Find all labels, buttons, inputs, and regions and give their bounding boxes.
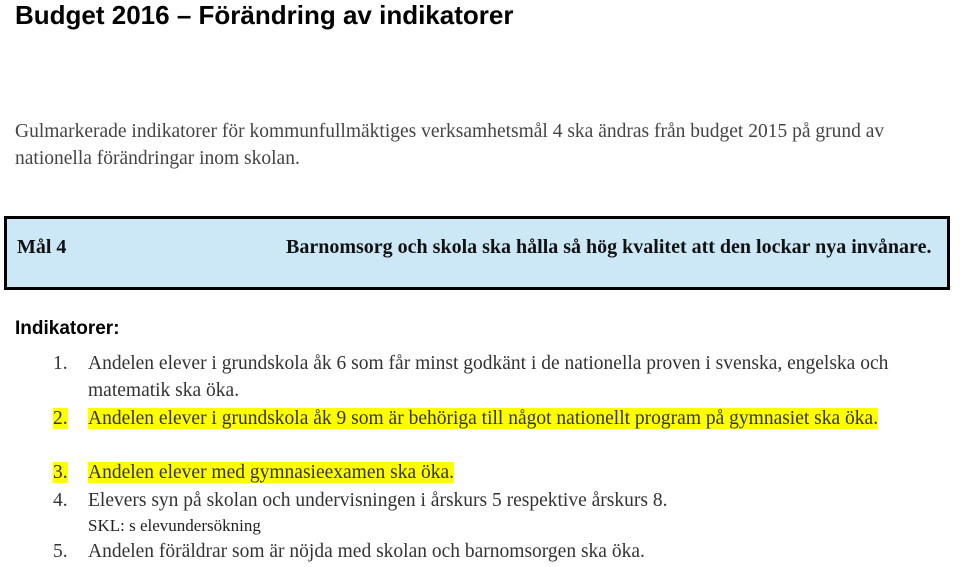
- indicator-number: 3.: [53, 462, 68, 483]
- indicator-text: Andelen elever med gymnasieexamen ska öka.: [88, 462, 455, 483]
- page-title: Budget 2016 – Förändring av indikatorer: [15, 0, 514, 30]
- goal-text: Barnomsorg och skola ska hålla så hög kvalitet att den lockar nya invånare.: [286, 236, 932, 258]
- indicator-number: 2.: [53, 408, 68, 429]
- goal-box: [4, 216, 950, 290]
- indicator-text: Andelen elever i grundskola åk 9 som är behöriga till något nationellt program på gymnasiet ska öka.: [88, 408, 879, 429]
- indicator-item-4: [53, 487, 953, 538]
- indicator-item-2: [53, 405, 953, 432]
- indicator-text: Andelen föräldrar som är nöjda med skolan och barnomsorgen ska öka.: [88, 541, 645, 562]
- indicator-item-5: [53, 538, 953, 565]
- indicator-text: Elevers syn på skolan och undervisningen i årskurs 5 respektive årskurs 8.: [88, 490, 668, 511]
- intro-paragraph: Gulmarkerade indikatorer för kommunfullmäktiges verksamhetsmål 4 ska ändras från budget 2015 på grund av nationella förändringar inom skolan.: [15, 121, 885, 169]
- goal-label: Mål 4: [17, 236, 67, 258]
- indicator-number: 1.: [53, 353, 68, 374]
- indicator-item-1: [53, 350, 953, 404]
- indicator-text: Andelen elever i grundskola åk 6 som får minst godkänt i de nationella proven i svenska, engelska och matematik ska öka.: [88, 353, 889, 401]
- indicator-number: 4.: [53, 490, 68, 511]
- indicator-item-3: [53, 459, 953, 486]
- indicators-heading: Indikatorer:: [15, 318, 120, 339]
- indicator-subnote: SKL: s elevundersökning: [88, 516, 261, 535]
- indicator-number: 5.: [53, 541, 68, 562]
